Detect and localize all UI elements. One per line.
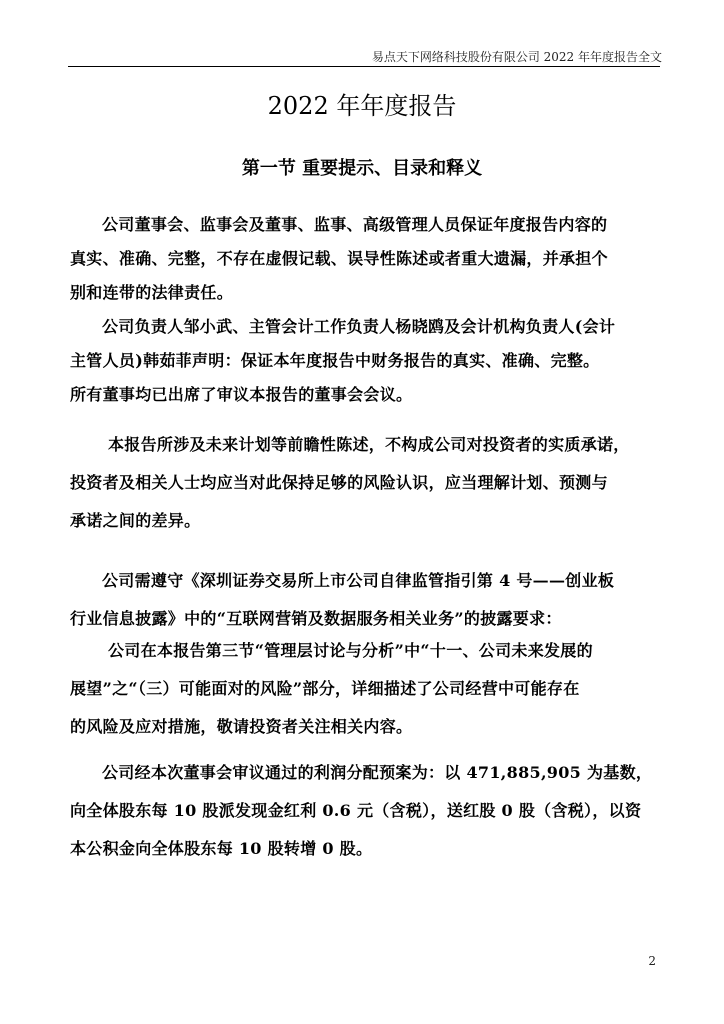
paragraph-line: 展望”之“（三）可能面对的风险”部分，详细描述了公司经营中可能存在 bbox=[70, 679, 580, 698]
paragraph-line: 本公积金向全体股东每 10 股转增 0 股。 bbox=[70, 839, 373, 858]
page-number: 2 bbox=[648, 954, 656, 968]
paragraph-line: 公司需遵守《深圳证券交易所上市公司自律监管指引第 4 号——创业板 bbox=[102, 571, 615, 590]
paragraph-line: 真实、准确、完整，不存在虚假记载、误导性陈述或者重大遗漏，并承担个 bbox=[70, 249, 608, 268]
officer-statement-paragraph bbox=[70, 310, 662, 412]
paragraph-line: 行业信息披露》中的“互联网营销及数据服务相关业务”的披露要求： bbox=[70, 609, 562, 628]
section-title: 第一节 重要提示、目录和释义 bbox=[241, 158, 483, 179]
disclosure-requirement-paragraph bbox=[70, 562, 662, 638]
paragraph-line: 公司负责人邹小武、主管会计工作负责人杨晓鸥及会计机构负责人(会计 bbox=[102, 317, 616, 336]
paragraph-line: 向全体股东每 10 股派发现金红利 0.6 元（含税），送红股 0 股（含税），以资 bbox=[70, 801, 642, 820]
paragraph-line: 投资者及相关人士均应当对此保持足够的风险认识，应当理解计划、预测与 bbox=[70, 473, 608, 492]
paragraph-line: 本报告所涉及未来计划等前瞻性陈述，不构成公司对投资者的实质承诺， bbox=[108, 435, 630, 454]
risk-description-paragraph bbox=[70, 632, 662, 746]
running-header: 易点天下网络科技股份有限公司 2022 年年度报告全文 bbox=[371, 50, 662, 64]
profit-distribution-paragraph bbox=[70, 754, 662, 868]
header-divider bbox=[68, 66, 660, 67]
forward-looking-paragraph bbox=[70, 426, 662, 540]
paragraph-line: 的风险及应对措施，敬请投资者关注相关内容。 bbox=[70, 717, 413, 736]
paragraph-line: 公司经本次董事会审议通过的利润分配预案为：以 471,885,905 为基数， bbox=[102, 763, 653, 782]
paragraph-line: 主管人员)韩茹菲声明：保证本年度报告中财务报告的真实、准确、完整。 bbox=[70, 351, 600, 370]
paragraph-line: 承诺之间的差异。 bbox=[70, 511, 201, 530]
important-notice-paragraph bbox=[70, 208, 662, 310]
paragraph-line: 公司在本报告第三节“管理层讨论与分析”中“十一、公司未来发展的 bbox=[108, 641, 593, 660]
paragraph-line: 别和连带的法律责任。 bbox=[70, 283, 234, 302]
report-title: 2022 年年度报告 bbox=[267, 92, 457, 120]
paragraph-line: 公司董事会、监事会及董事、监事、高级管理人员保证年度报告内容的 bbox=[102, 215, 608, 234]
paragraph-line: 所有董事均已出席了审议本报告的董事会会议。 bbox=[70, 385, 413, 404]
